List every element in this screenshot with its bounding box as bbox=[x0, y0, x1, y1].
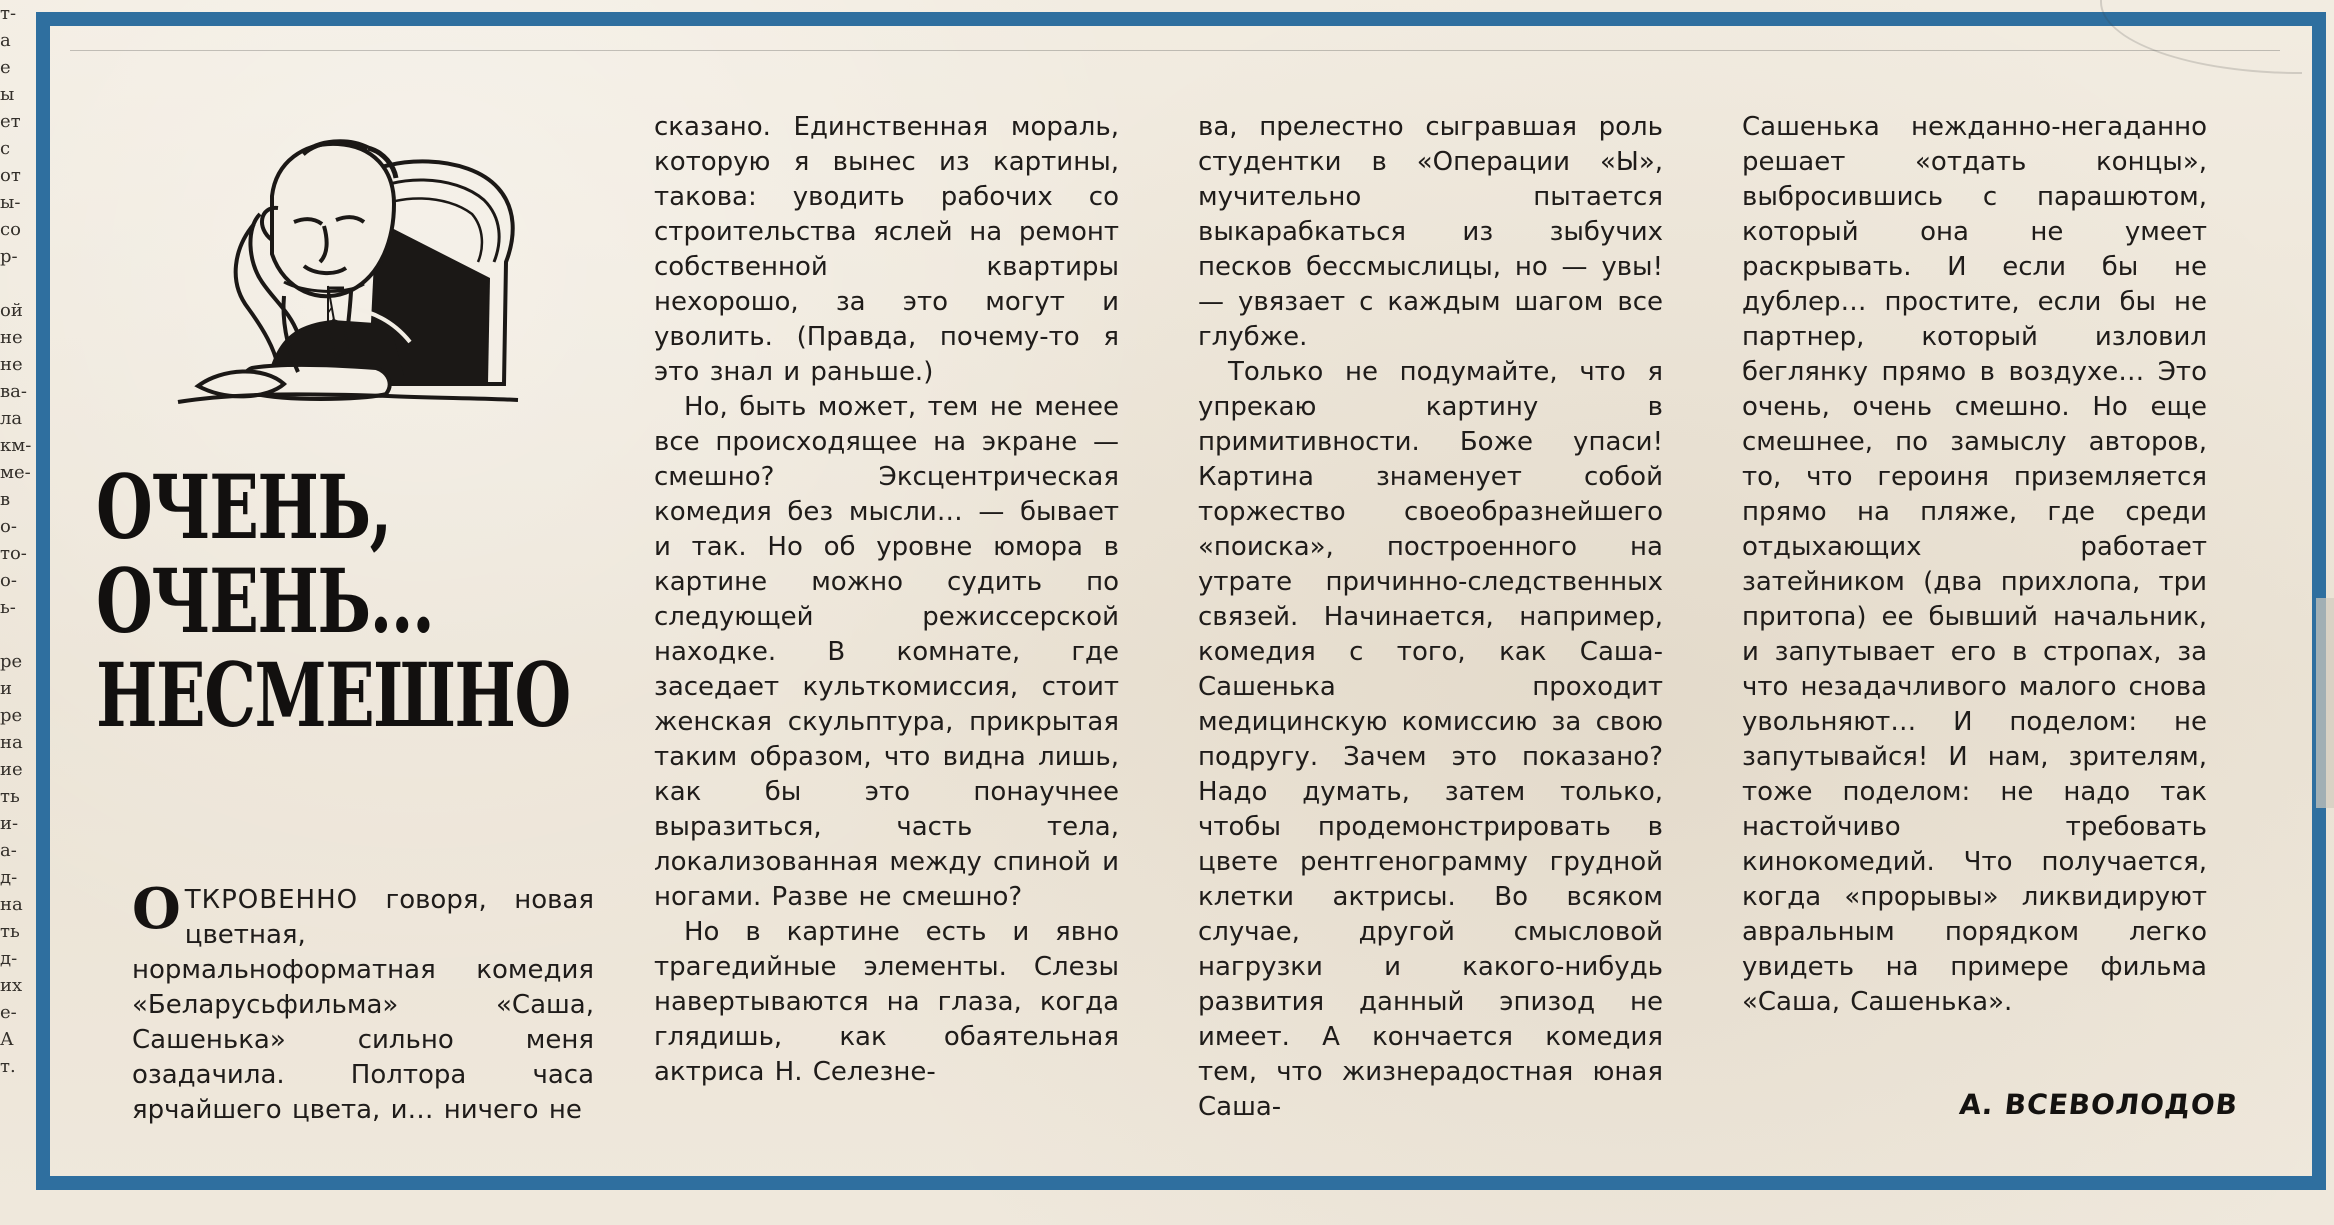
column-3-paragraph-1: ва, прелестно сыгравшая роль студентки в «Операции «Ы», мучительно пытается выкарабкаться из зыбучих песков бессмыслицы, но — увы! — увязает с каждым шагом все глубже. bbox=[1198, 112, 1663, 352]
edge-strip bbox=[2316, 598, 2334, 808]
headline bbox=[96, 455, 616, 747]
headline-line-2: ОЧЕНЬ… bbox=[96, 549, 434, 653]
column-2-paragraph-1: сказано. Единственная мораль, которую я вынес из картины, такова: уводить рабочих со строительства яслей на ремонт собственной квартиры нехорошо, за это могут и уволить. (Правда, почему-то я это знал и раньше.) bbox=[654, 112, 1119, 387]
lead-word: ТКРОВЕННО bbox=[184, 885, 359, 915]
article-column-2 bbox=[654, 110, 1119, 1090]
dropcap: О bbox=[132, 876, 181, 942]
article-column-4 bbox=[1742, 110, 2207, 1020]
column-3-paragraph-2: Только не подумайте, что я упрекаю картину в примитивности. Боже упаси! Картина знаменует собой торжество своеобразнейшего «поиска», построенного на утрате причинно-следственных связей. Начинается, например, комедия с того, как Саша-Сашенька проходит медицинскую комиссию за свою подругу. Зачем это показано? Надо думать, затем только, чтобы продемонстрировать в цвете рентгенограмму грудной клетки актрисы. Во всяком случае, другой смысловой нагрузки и какого-нибудь развития данный эпизод не имеет. А кончается комедия тем, что жизнерадостная юная Саша- bbox=[1198, 357, 1663, 1122]
column-4-paragraph-1: Сашенька нежданно-негаданно решает «отдать концы», выбросившись с парашютом, который она не умеет раскрывать. И если бы не дублер… простите, если бы не партнер, который изловил беглянку прямо в воздухе… Это очень, очень смешно. Но еще смешнее, по замыслу авторов, то, что героиня приземляется прямо на пляже, где среди отдыхающих работает затейником (два прихлопа, три притопа) ее бывший начальник, и запутывает его в стропах, за что незадачливого малого снова увольняют… И поделом: не запутывайся! И нам, зрителям, тоже поделом: не надо так настойчиво требовать кинокомедий. Что получается, когда «прорывы» ликвидируют авральным порядком легко увидеть на примере фильма «Саша, Сашенька». bbox=[1742, 112, 2207, 1017]
column-2-paragraph-3: Но в картине есть и явно трагедийные элементы. Слезы навертываются на глаза, когда глядишь, как обаятельная актриса Н. Селезне- bbox=[654, 917, 1119, 1087]
inner-divider bbox=[70, 50, 2280, 51]
author-signature: А. ВСЕВОЛОДОВ bbox=[1957, 1088, 2240, 1121]
left-column-fragment: т- а е ы ет с от ы- со р- ой не не ва- ла км- ме- в о- то- о- ь- ре и ре на ие ть и- а- д- на ть д- их е- А т. bbox=[0, 3, 32, 1077]
headline-line-3: НЕСМЕШНО bbox=[96, 643, 570, 747]
column-1-text: говоря, новая цветная, нормальноформатная комедия «Беларусьфильма» «Саша, Сашенька» сильно меня озадачила. Полтора часа ярчайшего цвета, и… ничего не bbox=[132, 885, 594, 1125]
headline-line-1: ОЧЕНЬ, bbox=[96, 455, 391, 559]
article-column-3 bbox=[1198, 110, 1663, 1125]
caricature-icon bbox=[158, 136, 528, 408]
column-1-paragraph bbox=[132, 876, 594, 1128]
column-2-paragraph-2: Но, быть может, тем не менее все происходящее на экране — смешно? Эксцентрическая комедия без мысли… — бывает и так. Но об уровне юмора в картине можно судить по следующей режиссерской находке. В комнате, где заседает культкомиссия, стоит женская скульптура, прикрытая таким образом, что видна лишь, как бы это понаучнее выразиться, часть тела, локализованная между спиной и ногами. Разве не смешно? bbox=[654, 392, 1119, 912]
article-column-1 bbox=[132, 876, 594, 1128]
